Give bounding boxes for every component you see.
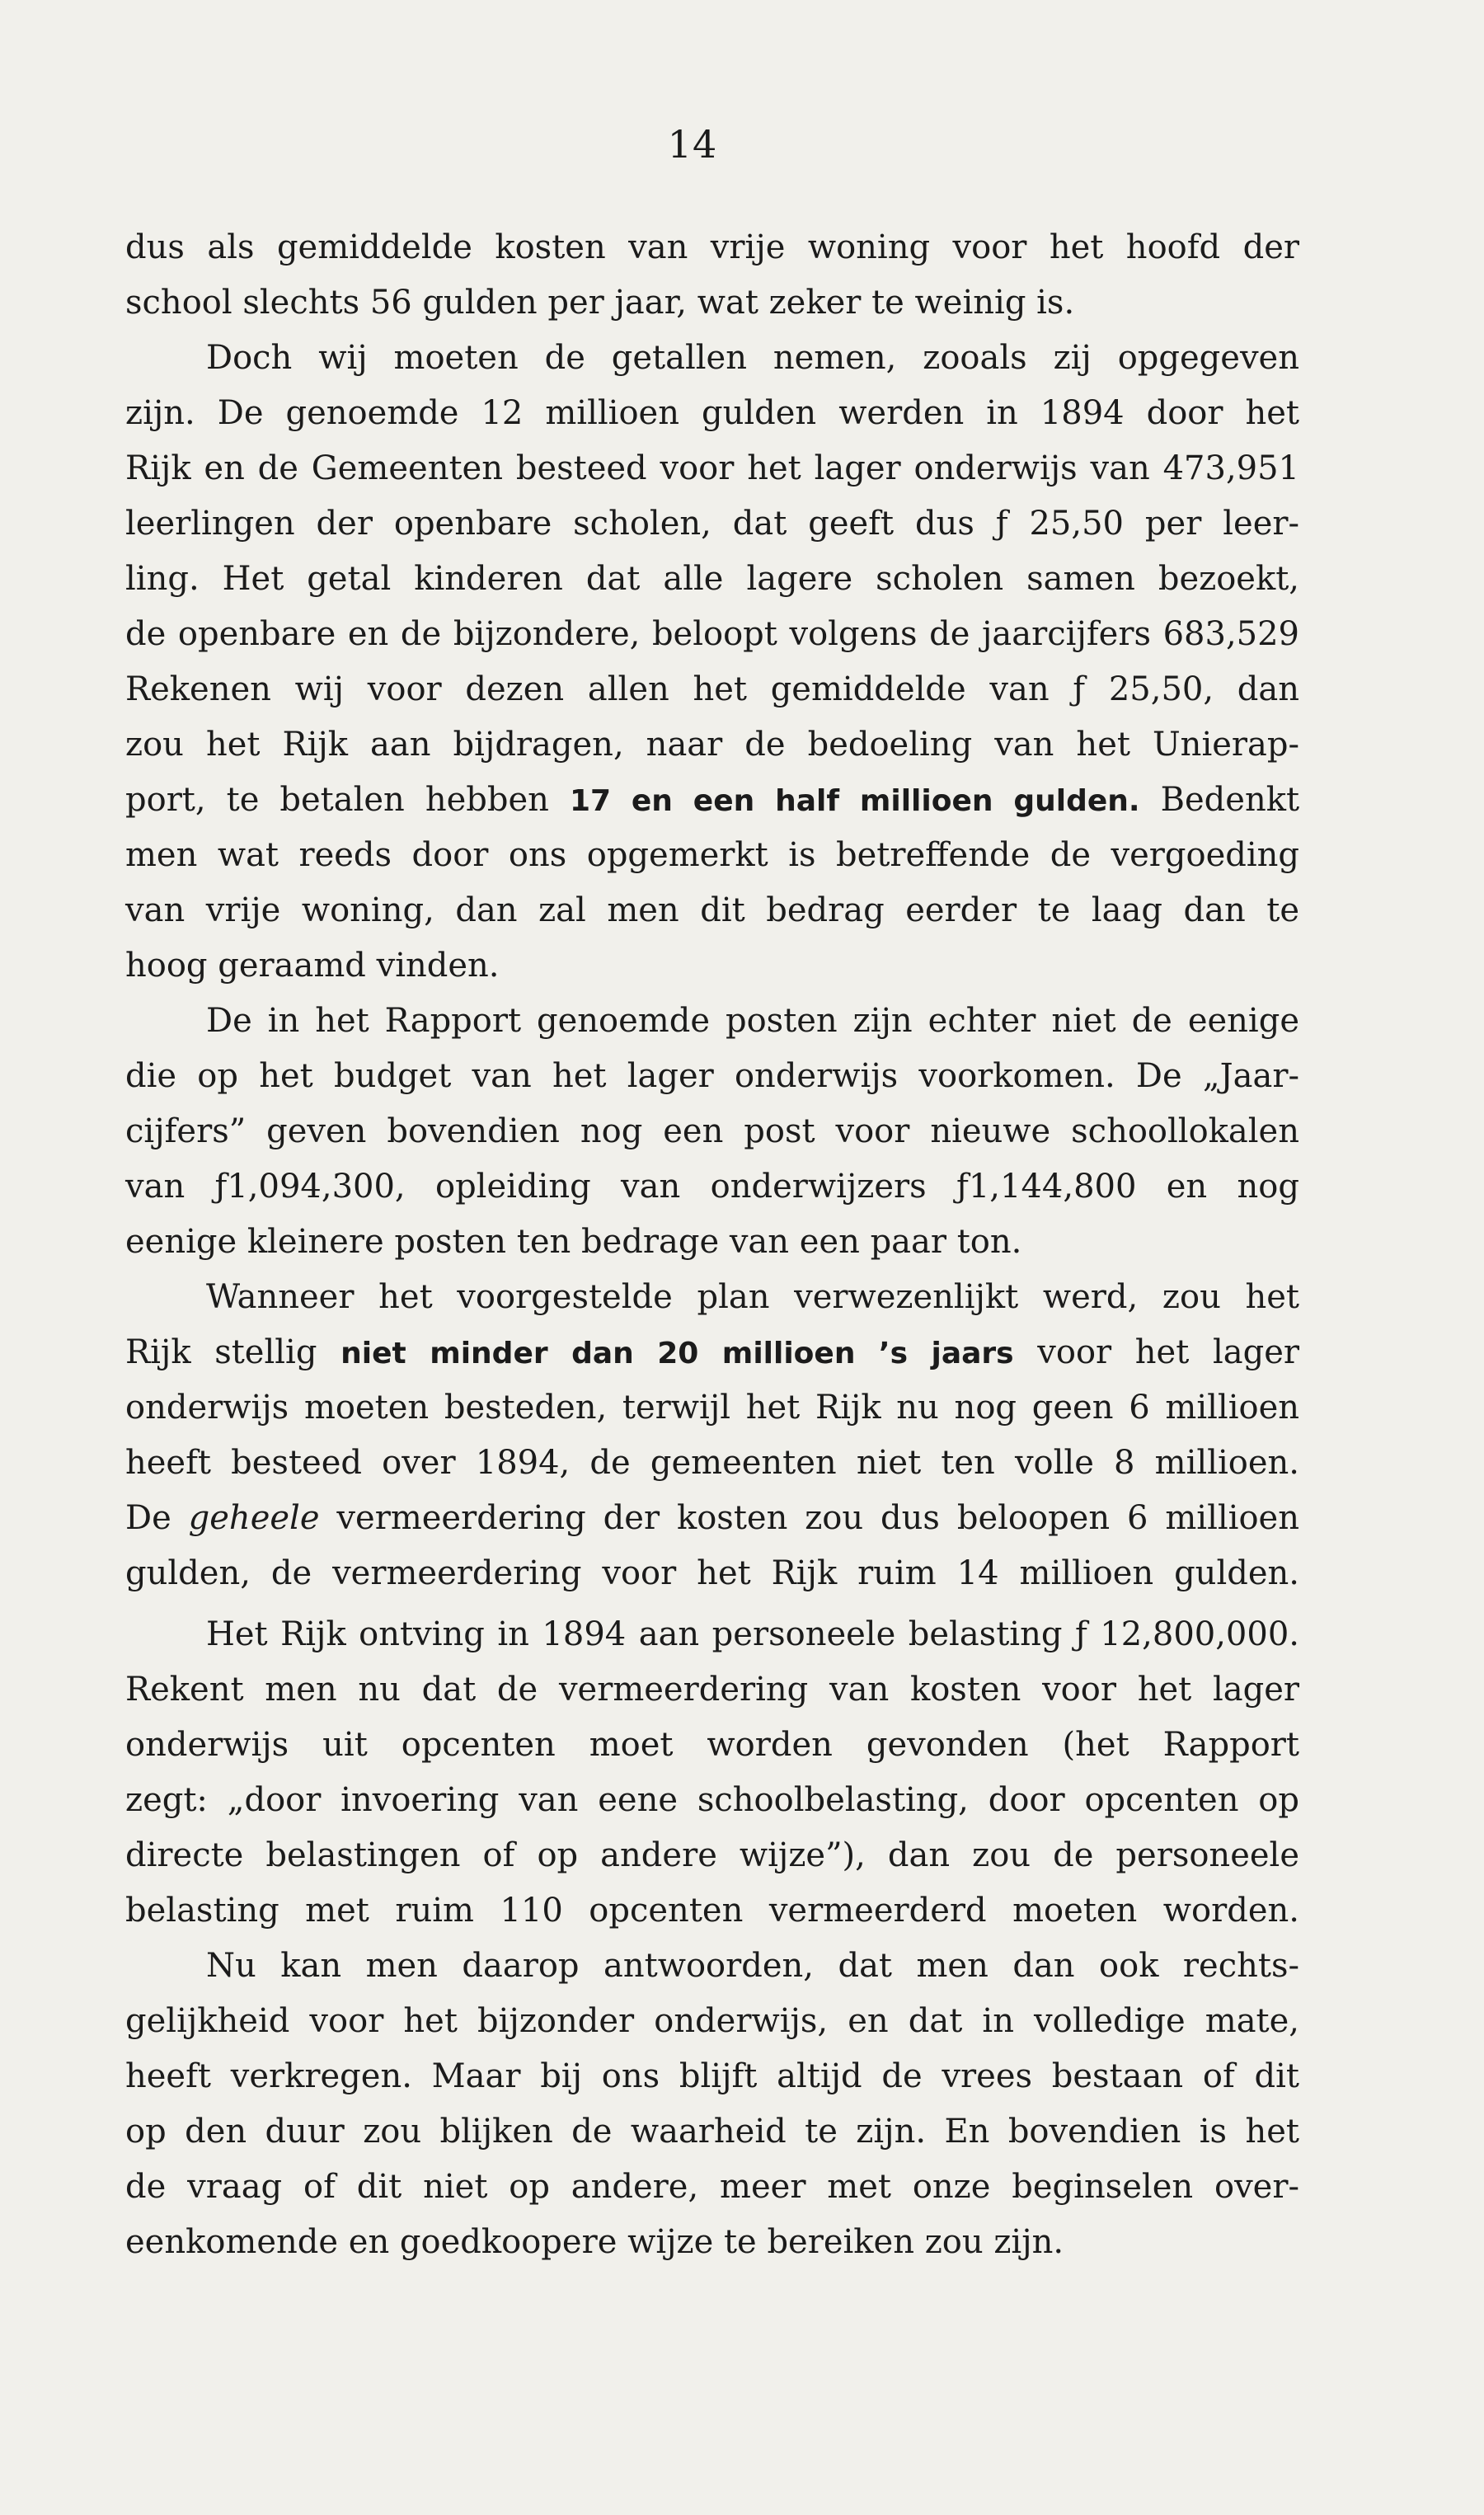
text-line: zou het Rijk aan bijdragen, naar de bedoeling van het Unierap- [125, 726, 1299, 764]
text-line: directe belastingen of op andere wijze”), dan zou de personeele [125, 1836, 1299, 1874]
text-segment: De [125, 1499, 171, 1537]
text-line: onderwijs uit opcenten moet worden gevonden (het Rapport [125, 1726, 1299, 1764]
text-line: school slechts 56 gulden per jaar, wat zeker te weinig is. [125, 284, 1075, 322]
text-line: eenkomende en goedkoopere wijze te bereiken zou zijn. [125, 2223, 1064, 2261]
text-line: van ƒ1,094,300, opleiding van onderwijzers ƒ1,144,800 en nog [125, 1168, 1299, 1206]
text-line: de vraag of dit niet op andere, meer met onze beginselen over- [125, 2168, 1299, 2206]
text-line: De in het Rapport genoemde posten zijn echter niet de eenige [206, 1002, 1299, 1040]
text-line: zijn. De genoemde 12 millioen gulden werden in 1894 door het [125, 394, 1299, 432]
text-line: men wat reeds door ons opgemerkt is betreffende de vergoeding [125, 836, 1299, 874]
text-line: gulden, de vermeerdering voor het Rijk ruim 14 millioen gulden. [125, 1554, 1299, 1592]
text-line: Wanneer het voorgestelde plan verwezenlijkt werd, zou het [206, 1278, 1299, 1316]
text-line: Het Rijk ontving in 1894 aan personeele belasting ƒ 12,800,000. [206, 1615, 1299, 1653]
text-line: dus als gemiddelde kosten van vrije woning voor het hoofd der [125, 228, 1299, 266]
text-line: die op het budget van het lager onderwijs voorkomen. De „Jaar- [125, 1057, 1299, 1095]
text-segment: voor het lager [1037, 1333, 1299, 1371]
text-line: heeft besteed over 1894, de gemeenten niet ten volle 8 millioen. [125, 1444, 1299, 1482]
text-line: Rekent men nu dat de vermeerdering van kosten voor het lager [125, 1671, 1299, 1709]
text-line: heeft verkregen. Maar bij ons blijft altijd de vrees bestaan of dit [125, 2057, 1299, 2095]
text-line: ling. Het getal kinderen dat alle lagere scholen samen bezoekt, [125, 560, 1299, 598]
text-line: Rekenen wij voor dezen allen het gemiddelde van ƒ 25,50, dan [125, 670, 1299, 708]
text-line: op den duur zou blijken de waarheid te zijn. En bovendien is het [125, 2113, 1299, 2151]
text-line: Nu kan men daarop antwoorden, dat men dan ook rechts- [206, 1947, 1299, 1985]
text-segment: Bedenkt [1160, 781, 1300, 819]
emphasis-text: niet minder dan 20 millioen ’s jaars [340, 1337, 1014, 1370]
text-line: onderwijs moeten besteden, terwijl het Rijk nu nog geen 6 millioen [125, 1389, 1299, 1427]
text-line: Rijk en de Gemeenten besteed voor het lager onderwijs van 473,951 [125, 449, 1299, 487]
text-line [125, 1493, 1299, 1543]
text-segment: Rijk stellig [125, 1333, 317, 1371]
text-segment: vermeerdering der kosten zou dus beloopen 6 millioen [336, 1499, 1299, 1537]
emphasis-text: 17 en een half millioen gulden. [569, 784, 1140, 818]
text-line [125, 775, 1299, 825]
text-line: cijfers” geven bovendien nog een post voor nieuwe schoollokalen [125, 1112, 1299, 1150]
text-line: Doch wij moeten de getallen nemen, zooals zij opgegeven [206, 339, 1299, 377]
text-line: hoog geraamd vinden. [125, 947, 500, 985]
italic-text: geheele [188, 1499, 320, 1537]
text-line: eenige kleinere posten ten bedrage van een paar ton. [125, 1223, 1022, 1261]
text-line: leerlingen der openbare scholen, dat geeft dus ƒ 25,50 per leer- [125, 505, 1299, 543]
text-line: de openbare en de bijzondere, beloopt volgens de jaarcijfers 683,529 [125, 615, 1299, 653]
text-line [125, 1328, 1299, 1377]
text-line: gelijkheid voor het bijzonder onderwijs, en dat in volledige mate, [125, 2002, 1299, 2040]
text-segment: port, te betalen hebben [125, 781, 549, 819]
page-number: 14 [667, 122, 718, 167]
text-line: zegt: „door invoering van eene schoolbelasting, door opcenten op [125, 1781, 1299, 1819]
text-line: belasting met ruim 110 opcenten vermeerderd moeten worden. [125, 1892, 1299, 1930]
text-line: van vrije woning, dan zal men dit bedrag eerder te laag dan te [125, 891, 1299, 929]
